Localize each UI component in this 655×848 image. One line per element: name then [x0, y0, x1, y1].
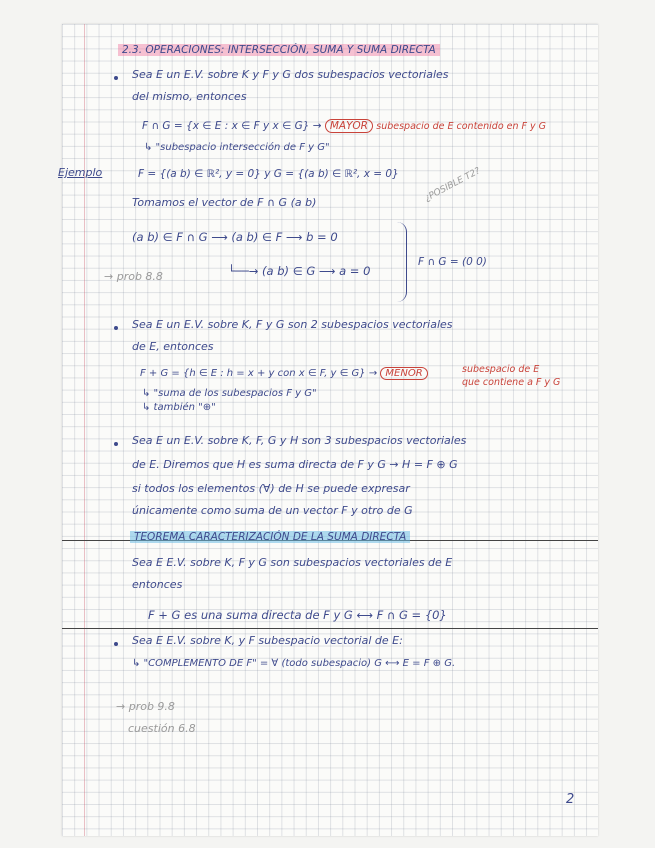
intersection-note: subespacio de E contenido en F y G [376, 121, 547, 132]
reference-problem: → prob 9.8 [116, 700, 175, 713]
p2-line1: Sea E un E.V. sobre K, F y G son 2 subespacios vectoriales [132, 318, 453, 331]
example-line-b: └──→ (a b) ∈ G ⟶ a = 0 [228, 264, 371, 278]
bullet [114, 642, 118, 646]
p4-line1: Sea E E.V. sobre K, y F subespacio vectorial de E: [132, 634, 403, 647]
example-result: F ∩ G = (0 0) [418, 256, 487, 268]
example-take-vector: Tomamos el vector de F ∩ G (a b) [132, 196, 317, 209]
p1-line1: Sea E un E.V. sobre K y F y G dos subespacios vectoriales [132, 68, 449, 81]
example-definition: F = {(a b) ∈ ℝ², y = 0} y G = {(a b) ∈ ℝ², x = 0} [138, 168, 399, 180]
p3-line2: de E. Diremos que H es suma directa de F y G → H = F ⊕ G [132, 458, 458, 471]
intersection-formula: F ∩ G = {x ∈ E : x ∈ F y x ∈ G} → [142, 120, 322, 132]
theorem-statement: F + G es una suma directa de F y G ⟷ F ∩ G = {0} [148, 608, 447, 622]
section-title: 2.3. OPERACIONES: INTERSECCIÓN, SUMA Y SUMA DIRECTA [118, 44, 440, 56]
sum-note-2: que contiene a F y G [462, 377, 561, 388]
p2-line2: de E, entonces [132, 340, 214, 353]
menor-tag: MENOR [380, 367, 427, 380]
intersection-definition [142, 120, 546, 132]
reference-question: cuestión 6.8 [128, 722, 196, 735]
mayor-tag: MAYOR [325, 119, 373, 133]
bullet [114, 326, 118, 330]
sum-definition [140, 368, 428, 379]
p3-line3: si todos los elementos (∀) de H se puede expresar [132, 482, 410, 495]
p3-line4: únicamente como suma de un vector F y otro de G [132, 504, 413, 517]
sum-note-1: subespacio de E [462, 364, 540, 375]
example-label: Ejemplo [58, 166, 103, 179]
example-line-a: (a b) ∈ F ∩ G ⟶ (a b) ∈ F ⟶ b = 0 [132, 230, 338, 244]
theorem-line1: Sea E E.V. sobre K, F y G son subespacios vectoriales de E [132, 556, 453, 569]
notebook-page [58, 24, 598, 836]
sum-symbol: ↳ también "⊕" [142, 402, 216, 413]
possible-exam-note: ¿POSIBLE T2? [423, 166, 483, 204]
intersection-name: ↳ "subespacio intersección de F y G" [144, 142, 330, 153]
divider [62, 628, 598, 629]
right-brace [394, 222, 407, 302]
p3-line1: Sea E un E.V. sobre K, F, G y H son 3 subespacios vectoriales [132, 434, 467, 447]
example-reference: → prob 8.8 [104, 270, 163, 283]
theorem-line2: entonces [132, 578, 183, 591]
bullet [114, 76, 118, 80]
theorem-title: TEOREMA CARACTERIZACIÓN DE LA SUMA DIRECTA [130, 531, 410, 543]
page-number: 2 [566, 792, 575, 807]
complement-definition: ↳ "COMPLEMENTO DE F" = ∀ (todo subespacio) G ⟷ E = F ⊕ G. [132, 658, 456, 669]
sum-name: ↳ "suma de los subespacios F y G" [142, 388, 317, 399]
sum-formula: F + G = {h ∈ E : h = x + y con x ∈ F, y ∈ G} → [140, 368, 378, 379]
bullet [114, 442, 118, 446]
p1-line2: del mismo, entonces [132, 90, 247, 103]
